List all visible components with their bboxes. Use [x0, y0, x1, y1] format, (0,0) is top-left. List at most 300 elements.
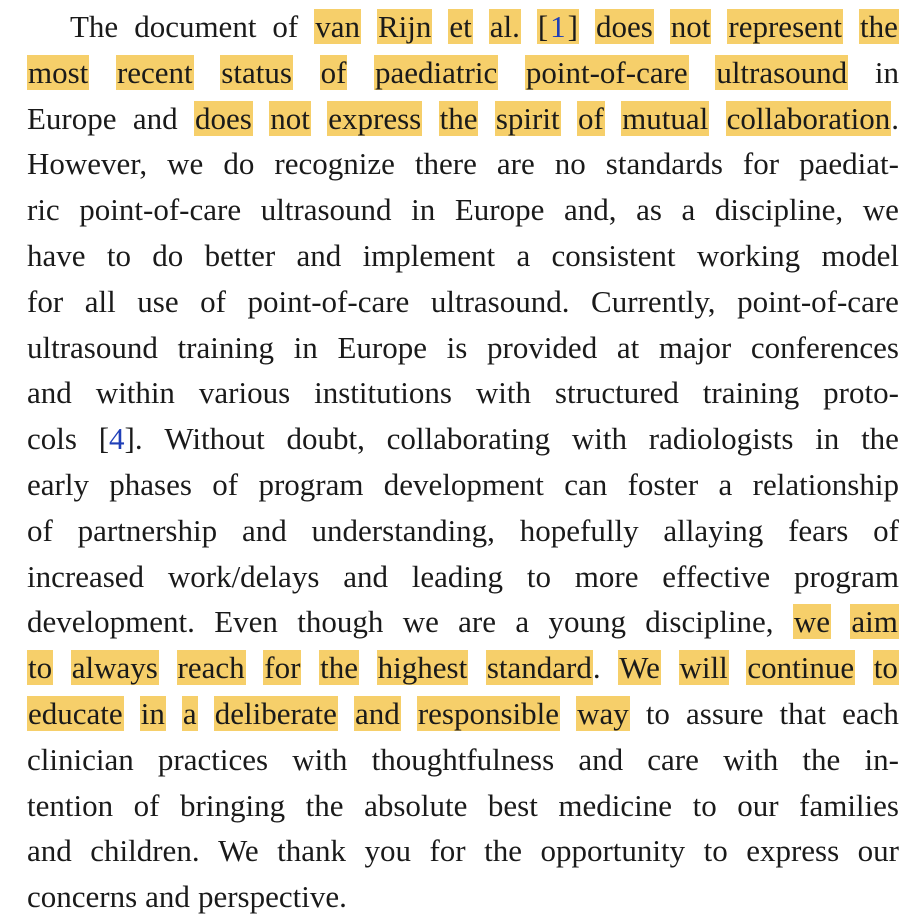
text-line	[27, 462, 899, 507]
word-text: However,	[27, 146, 148, 182]
word	[495, 96, 561, 141]
text-line	[70, 4, 899, 49]
word	[875, 50, 899, 95]
word-text: do	[152, 238, 184, 273]
word-text: training	[702, 375, 800, 411]
word	[242, 508, 287, 553]
word	[497, 141, 535, 186]
word	[576, 691, 630, 736]
highlighted-text: the	[320, 650, 358, 686]
word	[686, 691, 763, 736]
word	[572, 416, 627, 461]
word-text: there	[414, 146, 477, 182]
word	[261, 187, 392, 232]
word	[679, 645, 729, 690]
word-text: partnership	[77, 512, 218, 548]
text-line	[27, 691, 899, 736]
word-text: concerns	[27, 879, 138, 915]
word	[815, 416, 839, 461]
word-text: a	[516, 238, 531, 273]
word-text: [	[98, 421, 110, 457]
highlighted-text: most	[28, 54, 89, 90]
word-text: with	[292, 741, 348, 777]
word-text: our	[857, 833, 899, 869]
text-line	[27, 508, 899, 553]
word-text: to	[526, 558, 551, 594]
word	[312, 508, 495, 553]
text-line	[27, 187, 899, 232]
word	[158, 737, 268, 782]
word	[723, 737, 778, 782]
word-text: ultrasound.	[430, 283, 570, 319]
word	[116, 50, 194, 95]
word-text: have	[27, 238, 86, 273]
word	[27, 783, 113, 828]
word	[575, 554, 639, 599]
word-text: young	[548, 604, 626, 640]
word	[27, 141, 147, 186]
word-text: care	[647, 741, 699, 777]
word-text: bringing	[180, 787, 286, 823]
word	[294, 325, 318, 370]
word	[552, 233, 676, 278]
word	[286, 416, 364, 461]
word	[780, 691, 827, 736]
word	[27, 96, 117, 141]
highlighted-text: aim	[851, 604, 898, 640]
word-text: foster	[627, 467, 699, 502]
word-text: paediat-	[799, 146, 899, 182]
word	[145, 874, 190, 919]
word	[737, 783, 778, 828]
highlighted-text: a	[182, 696, 197, 731]
reference-link[interactable]: 1	[550, 9, 566, 44]
word	[715, 187, 843, 232]
word	[258, 462, 363, 507]
word	[649, 416, 794, 461]
word	[448, 4, 472, 49]
word-text: and	[27, 375, 72, 411]
word-text: are	[458, 604, 497, 640]
word	[78, 508, 217, 553]
highlighted-text: will	[679, 650, 728, 686]
word	[214, 691, 338, 736]
word	[27, 554, 144, 599]
word-text: collaborating	[386, 421, 551, 457]
word-text: structured	[554, 375, 679, 411]
word-text: in-	[864, 741, 899, 777]
highlighted-text: we	[793, 604, 831, 640]
highlighted-text: point-of-care	[525, 54, 688, 90]
word-text: assure	[686, 696, 764, 731]
word	[662, 554, 770, 599]
word-text: implement	[362, 238, 496, 273]
word	[403, 599, 439, 644]
highlighted-text: to	[873, 650, 898, 686]
word	[455, 187, 545, 232]
word	[96, 370, 175, 415]
word-text: working	[696, 238, 801, 273]
word-text: the	[802, 741, 841, 777]
word-text: clinician	[27, 741, 134, 777]
word-text: of	[212, 467, 239, 502]
highlighted-text: for	[264, 650, 301, 686]
word	[873, 508, 899, 553]
word-text: institutions	[314, 375, 452, 411]
word-text: fears	[788, 512, 849, 548]
word	[411, 187, 435, 232]
word-text: .	[592, 650, 601, 686]
word	[864, 737, 898, 782]
text-line	[27, 370, 899, 415]
word	[320, 50, 348, 95]
text-line	[27, 554, 899, 599]
word-text: allaying	[663, 512, 764, 548]
word-text: in	[293, 329, 318, 365]
highlighted-text: We	[619, 650, 660, 686]
word	[822, 233, 900, 278]
word-text: Europe	[337, 329, 427, 365]
word	[269, 96, 311, 141]
word	[248, 279, 410, 324]
word	[296, 233, 341, 278]
word	[152, 233, 183, 278]
word	[27, 462, 89, 507]
word	[663, 508, 763, 553]
word	[79, 187, 241, 232]
word-text: we	[167, 146, 204, 182]
word-text: effective	[662, 558, 771, 594]
word-text: as	[636, 192, 662, 228]
word	[488, 783, 538, 828]
word	[850, 599, 899, 644]
word	[737, 279, 899, 324]
word	[793, 599, 831, 644]
text-line	[27, 874, 899, 919]
word-text: our	[737, 787, 779, 823]
word	[178, 325, 274, 370]
word-text: development	[383, 467, 544, 502]
word	[540, 828, 685, 873]
word-text: The	[70, 9, 119, 44]
word	[199, 370, 290, 415]
word	[212, 462, 238, 507]
word	[27, 325, 158, 370]
word	[306, 783, 344, 828]
word-text: perspective.	[197, 879, 347, 915]
word	[220, 50, 293, 95]
highlighted-text: recent	[116, 54, 193, 90]
word-text: you	[364, 833, 411, 869]
word-text: to	[703, 833, 728, 869]
word	[802, 737, 840, 782]
word	[794, 554, 899, 599]
word	[134, 783, 160, 828]
highlighted-text: highest	[377, 650, 468, 686]
word-text: and	[132, 100, 178, 136]
word-text: recognize	[274, 146, 395, 182]
word	[861, 416, 899, 461]
word	[263, 645, 301, 690]
highlighted-text: et	[449, 9, 472, 44]
word	[715, 50, 848, 95]
word	[617, 325, 639, 370]
word-text: discipline,	[645, 604, 774, 640]
word-text: thoughtfulness	[371, 741, 555, 777]
word-text: best	[487, 787, 538, 823]
word-text: program	[258, 467, 364, 502]
word	[417, 691, 560, 736]
word	[873, 645, 899, 690]
word	[520, 508, 639, 553]
word	[548, 599, 626, 644]
word	[431, 279, 570, 324]
word	[476, 370, 531, 415]
word-text: of	[873, 512, 899, 548]
word	[177, 645, 246, 690]
word	[372, 737, 555, 782]
word-text: and,	[564, 192, 617, 228]
word	[85, 279, 116, 324]
word	[319, 645, 359, 690]
word	[27, 416, 77, 461]
word	[314, 4, 361, 49]
word-text: model	[821, 238, 899, 273]
word	[859, 4, 899, 49]
word	[277, 828, 346, 873]
word-text: that	[779, 696, 827, 731]
word-text: all	[84, 283, 116, 319]
highlighted-text: does	[195, 100, 252, 136]
word-text: consistent	[551, 238, 676, 273]
word-text: various	[198, 375, 291, 411]
word	[486, 645, 601, 690]
word-text: a	[681, 192, 696, 228]
word-text: opportunity	[540, 833, 686, 869]
word-text: children.	[90, 833, 200, 869]
text-line	[27, 50, 899, 95]
word	[439, 96, 479, 141]
word	[70, 4, 118, 49]
word-text: phases	[109, 467, 192, 502]
word	[693, 783, 717, 828]
word	[27, 691, 124, 736]
word	[337, 325, 427, 370]
word-text: each	[842, 696, 899, 731]
word	[292, 737, 347, 782]
highlighted-text: al.	[489, 9, 520, 44]
word	[71, 645, 159, 690]
word-text: work/delays	[167, 558, 320, 594]
word-text: doubt,	[286, 421, 365, 457]
highlighted-text: spirit	[495, 100, 560, 136]
word	[27, 599, 195, 644]
word	[447, 325, 468, 370]
word	[719, 462, 733, 507]
word	[200, 279, 226, 324]
word-text: are	[496, 146, 535, 182]
word-text: leading	[411, 558, 504, 594]
word	[515, 599, 529, 644]
word	[659, 325, 731, 370]
highlighted-text: reach	[177, 650, 245, 686]
word-text: tention	[27, 787, 114, 823]
word	[272, 4, 298, 49]
word-text: development.	[27, 604, 195, 640]
word	[487, 325, 597, 370]
word-text: cols	[27, 421, 77, 457]
word-text: .	[891, 100, 899, 136]
highlighted-text: represent	[728, 9, 843, 44]
highlighted-text: ]	[567, 9, 578, 44]
word	[134, 4, 256, 49]
word-text: for	[429, 833, 466, 869]
word	[27, 645, 53, 690]
word	[343, 554, 388, 599]
word	[527, 554, 551, 599]
word-text: ultrasound	[260, 192, 392, 228]
word	[377, 645, 469, 690]
word-text: within	[95, 375, 175, 411]
word-text: more	[574, 558, 639, 594]
highlighted-text: deliberate	[214, 696, 337, 731]
word	[90, 828, 199, 873]
highlighted-text: does	[595, 9, 653, 44]
word-text: Currently,	[591, 283, 716, 319]
word-text: discipline,	[714, 192, 844, 228]
word	[374, 50, 498, 95]
word-text: for	[742, 146, 780, 182]
word	[618, 645, 661, 690]
word-text: thank	[277, 833, 346, 869]
word	[164, 416, 264, 461]
word-text: ric	[27, 192, 60, 228]
word-text: better	[204, 238, 276, 273]
word-text: to	[106, 238, 131, 273]
word-text: in	[874, 54, 899, 90]
highlighted-text: the	[860, 9, 898, 44]
highlighted-text: of	[577, 100, 604, 136]
word-text: the	[861, 421, 899, 457]
word-text: the	[305, 787, 344, 823]
word-text: families	[799, 787, 899, 823]
word-text: medicine	[558, 787, 673, 823]
highlighted-text: always	[71, 650, 158, 686]
word	[167, 141, 203, 186]
highlighted-text: paediatric	[375, 54, 498, 90]
word-text: for	[27, 283, 64, 319]
word-text: early	[27, 467, 89, 502]
word	[387, 416, 551, 461]
word-text: provided	[487, 329, 598, 365]
word	[753, 462, 899, 507]
word-text: hopefully	[519, 512, 639, 548]
word-text: with	[723, 741, 779, 777]
word-text: document	[134, 9, 257, 44]
word	[788, 508, 848, 553]
text-line	[27, 645, 899, 690]
word	[137, 279, 178, 324]
word	[168, 554, 320, 599]
highlighted-text: continue	[747, 650, 855, 686]
word	[364, 783, 467, 828]
reference-link[interactable]: 4	[109, 421, 125, 457]
word-text: Without	[164, 421, 265, 457]
text-line	[27, 783, 899, 828]
word-text: proto-	[823, 375, 899, 411]
word	[697, 233, 800, 278]
word-text: point-of-care	[737, 283, 899, 319]
text-line	[27, 325, 899, 370]
word	[27, 874, 137, 919]
word	[415, 141, 477, 186]
word-text: and	[343, 558, 388, 594]
word-text: training	[177, 329, 274, 365]
word	[180, 783, 285, 828]
word	[863, 187, 899, 232]
word	[746, 645, 855, 690]
word	[27, 737, 134, 782]
word-text: and	[241, 512, 287, 548]
text-line	[27, 96, 899, 141]
word	[384, 462, 544, 507]
word	[109, 462, 192, 507]
word-text: the	[484, 833, 522, 869]
word	[516, 233, 530, 278]
highlighted-text: ultrasound	[716, 54, 848, 90]
word-text: program	[793, 558, 899, 594]
word	[823, 370, 899, 415]
word-text: standards	[605, 146, 723, 182]
word-text: We	[218, 833, 259, 869]
word-text: of	[27, 512, 53, 548]
highlighted-text: van	[315, 9, 360, 44]
word	[27, 233, 86, 278]
highlighted-text: in	[140, 696, 165, 731]
word	[858, 828, 899, 873]
word-text: no	[554, 146, 586, 182]
word	[458, 599, 496, 644]
word-text: we	[402, 604, 439, 640]
word	[429, 828, 465, 873]
highlighted-text: and	[355, 696, 400, 731]
highlighted-text: not	[670, 9, 711, 44]
word	[27, 508, 53, 553]
word	[297, 599, 383, 644]
word	[595, 4, 654, 49]
word	[743, 141, 779, 186]
word-text: we	[862, 192, 899, 228]
word	[799, 783, 899, 828]
word-text: Europe	[27, 100, 117, 136]
word	[751, 325, 899, 370]
text-line	[27, 599, 899, 644]
word	[564, 187, 617, 232]
word-text: point-of-care	[79, 192, 242, 228]
word	[704, 828, 728, 873]
word	[377, 4, 432, 49]
highlighted-text: collaboration	[726, 100, 891, 136]
word-text: to	[645, 696, 670, 731]
word	[364, 828, 411, 873]
word-text: express	[746, 833, 840, 869]
highlighted-text: to	[28, 650, 53, 686]
highlighted-text: mutual	[622, 100, 709, 136]
word	[274, 141, 394, 186]
word-text: absolute	[364, 787, 468, 823]
word	[27, 50, 89, 95]
word	[555, 370, 679, 415]
